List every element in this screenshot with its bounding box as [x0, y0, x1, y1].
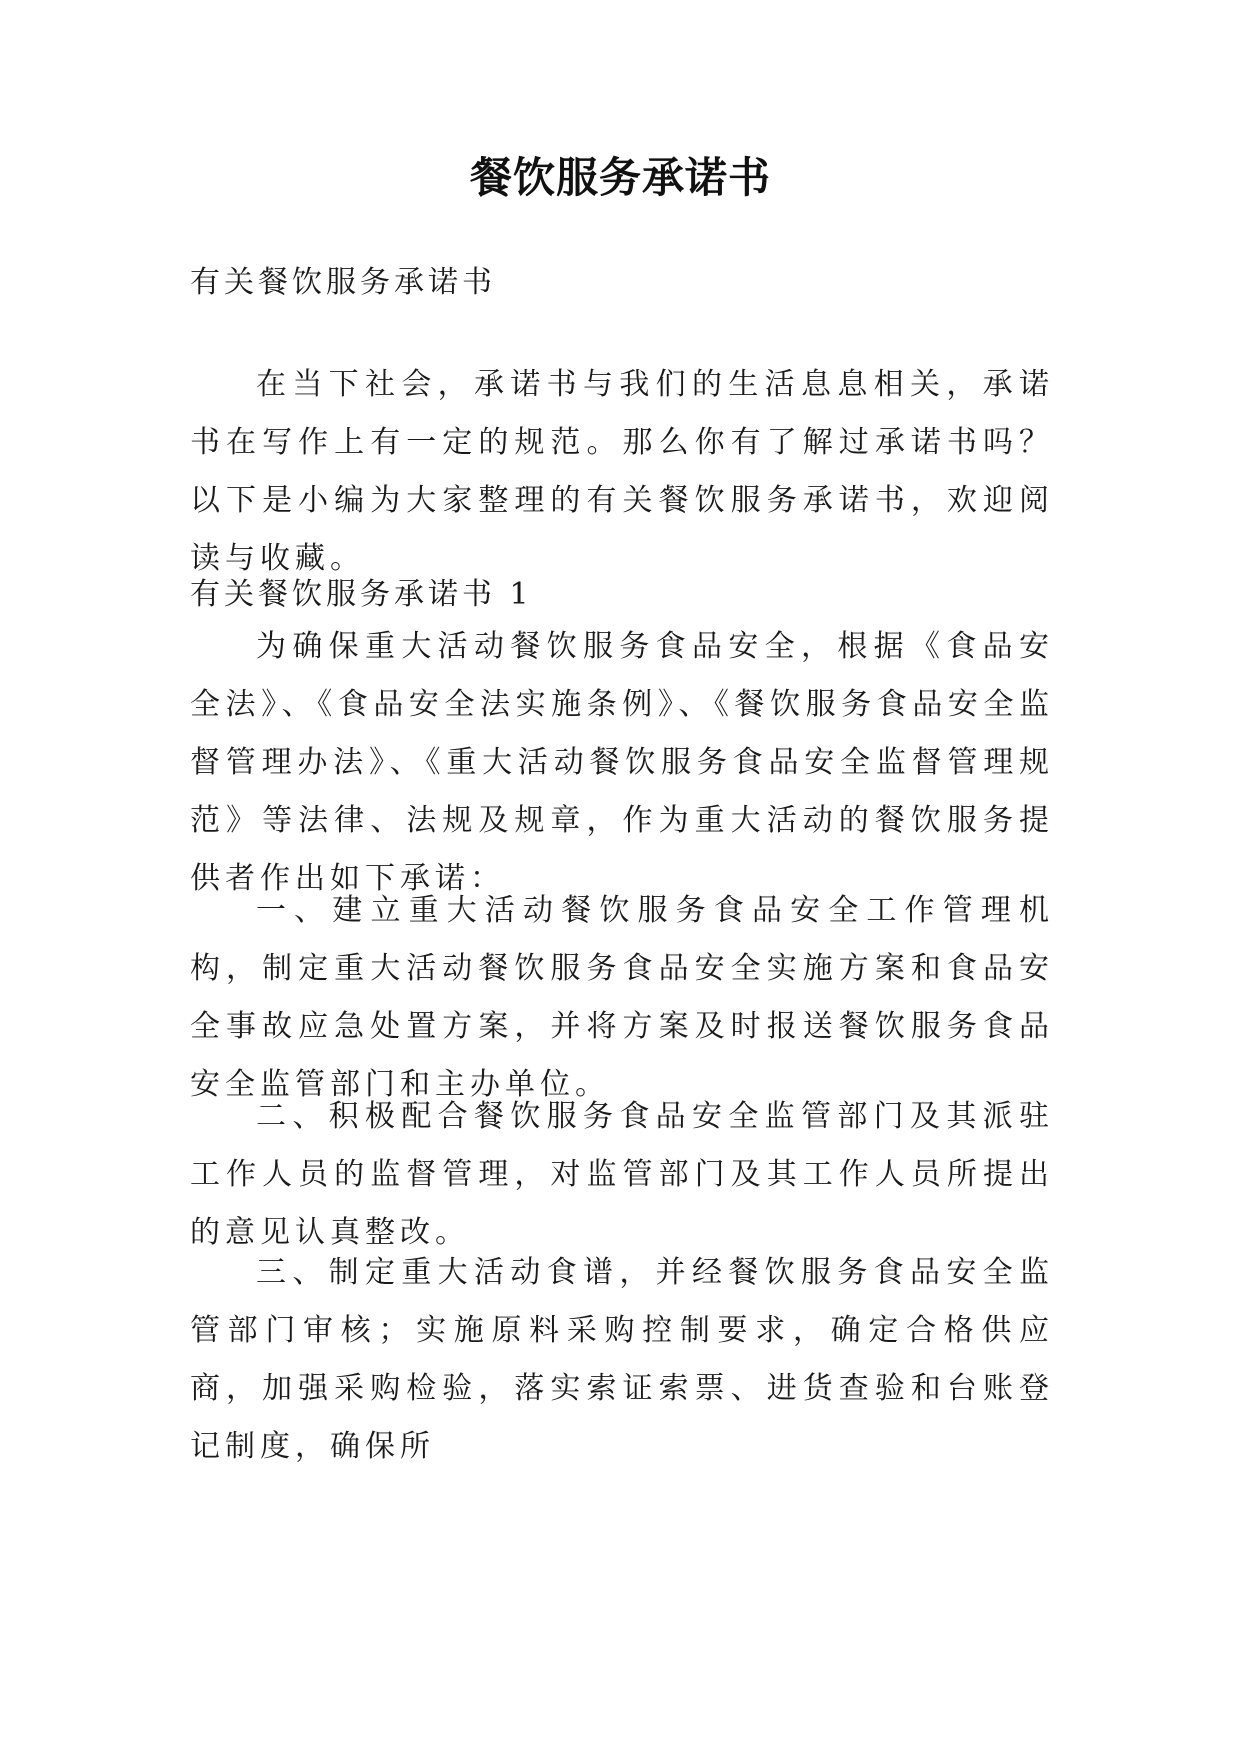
- body-paragraph-item-1: 一、建立重大活动餐饮服务食品安全工作管理机构，制定重大活动餐饮服务食品安全实施方案和食品安全事故应急处置方案，并将方案及时报送餐饮服务食品安全监管部门和主办单位。: [190, 893, 1054, 1102]
- body-paragraph-item-3: 三、制定重大活动食谱，并经餐饮服务食品安全监管部门审核；实施原料采购控制要求，确定合格供应商，加强采购检验，落实索证索票、进货查验和台账登记制度，确保所: [190, 1255, 1054, 1464]
- intro-paragraph: 在当下社会，承诺书与我们的生活息息相关，承诺书在写作上有一定的规范。那么你有了解过承诺书吗？以下是小编为大家整理的有关餐饮服务承诺书，欢迎阅读与收藏。: [190, 367, 1054, 576]
- document-subtitle: 有关餐饮服务承诺书: [190, 265, 496, 300]
- section-heading: 有关餐饮服务承诺书 1: [190, 577, 533, 612]
- body-paragraph-preamble: 为确保重大活动餐饮服务食品安全，根据《食品安全法》、《食品安全法实施条例》、《餐饮服务食品安全监督管理办法》、《重大活动餐饮服务食品安全监督管理规范》等法律、法规及规章，作为重大活动的餐饮服务提供者作出如下承诺：: [190, 629, 1054, 896]
- body-paragraph-item-2: 二、积极配合餐饮服务食品安全监管部门及其派驻工作人员的监督管理，对监管部门及其工作人员所提出的意见认真整改。: [190, 1099, 1054, 1250]
- page-title: 餐饮服务承诺书: [469, 153, 771, 202]
